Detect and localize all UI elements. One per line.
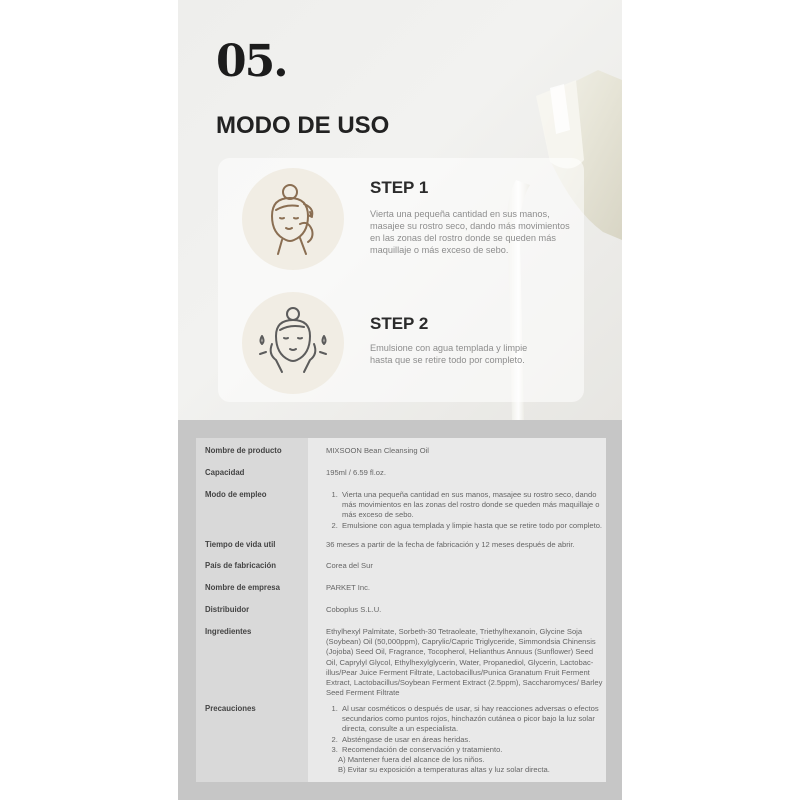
spec-label-distribuidor: Distribuidor <box>205 605 250 614</box>
usage-section <box>178 0 622 420</box>
face-massage-icon <box>242 168 344 270</box>
spec-label-precauciones: Precauciones <box>205 704 256 713</box>
spec-label-vida: Tiempo de vida util <box>205 540 276 549</box>
spec-section <box>178 420 622 800</box>
step2-text: Emulsione con agua templada y limpie hasta que se retire todo por completo. <box>370 343 528 365</box>
spec-label-modo: Modo de empleo <box>205 490 267 499</box>
product-detail-panel <box>178 0 622 800</box>
precaucion-item-2: 2. Absténgase de usar en áreas heridas. <box>340 735 606 745</box>
precaucion-subitem-a: A) Mantener fuera del alcance de los niños. <box>338 755 485 765</box>
spec-label-empresa: Nombre de empresa <box>205 583 280 592</box>
spec-value-ingredientes: Ethylhexyl Palmitate, Sorbeth-30 Tetraoleate, Triethylhexanoin, Glycine Soja (Soybean) Oil (50,000ppm), Caprylic/Capric Triglyceride, Simmondsia Chinensis (Jojoba) Seed Oil, Fragrance, Tocopherol, Helianthus Annuus (Sunflower) Seed Oil, Caprylyl Glycol, Ethylhexylglycerin, Water, Propanediol, Glycerin, Lactobac-illus/Pear Juice Ferment Filtrate, Lactobacillus/Punica Granatum Fruit Ferment Extract, Lactobacillus/Soybean Ferment Extract (2.5ppm), Saccharomyces/ Barley Seed Ferment Filtrate <box>326 627 603 698</box>
spec-value-producto: MIXSOON Bean Cleansing Oil <box>326 446 429 455</box>
face-wash-icon <box>242 292 344 394</box>
spec-value-precauciones <box>326 704 606 775</box>
modo-item-1: 1. Vierta una pequeña cantidad en sus manos, masajee su rostro seco, dando más movimientos en las zonas del rostro donde se queden más maquillaje o más exceso de sebo. <box>340 490 606 521</box>
precaucion-item-1: 1. Al usar cosméticos o después de usar, si hay reacciones adversas o efectos secundarios como puntos rojos, hinchazón cutánea o picor bajo la luz solar directa, consulte a un especialista. <box>340 704 606 735</box>
spec-value-distribuidor: Coboplus S.L.U. <box>326 605 382 614</box>
spec-label-pais: País de fabricación <box>205 561 277 570</box>
spec-value-empresa: PARKET Inc. <box>326 583 371 592</box>
spec-value-modo <box>326 490 606 531</box>
spec-value-pais: Corea del Sur <box>326 561 373 570</box>
spec-value-capacidad: 195ml / 6.59 fl.oz. <box>326 468 386 477</box>
spec-label-ingredientes: Ingredientes <box>205 627 252 636</box>
section-title: MODO DE USO <box>216 112 390 139</box>
steps-card <box>218 158 584 402</box>
modo-item-2: 2. Emulsione con agua templada y limpie hasta que se retire todo por completo. <box>340 521 606 531</box>
step1-text: Vierta una pequeña cantidad en sus manos, masajee su rostro seco, dando más movimientos en las zonas del rostro donde se queden más maquillaje o más exceso de sebo. <box>370 209 570 255</box>
spec-value-vida: 36 meses a partir de la fecha de fabricación y 12 meses después de abrir. <box>326 540 575 549</box>
spec-label-capacidad: Capacidad <box>205 468 245 477</box>
step1-title: STEP 1 <box>370 178 429 197</box>
precaucion-item-3: 3. Recomendación de conservación y tratamiento. <box>340 745 606 755</box>
spec-label-producto: Nombre de producto <box>205 446 282 455</box>
precaucion-subitem-b: B) Evitar su exposición a temperaturas altas y luz solar directa. <box>338 765 550 775</box>
section-number: 05. <box>216 36 287 87</box>
step2-title: STEP 2 <box>370 314 429 333</box>
spec-table <box>196 438 606 782</box>
